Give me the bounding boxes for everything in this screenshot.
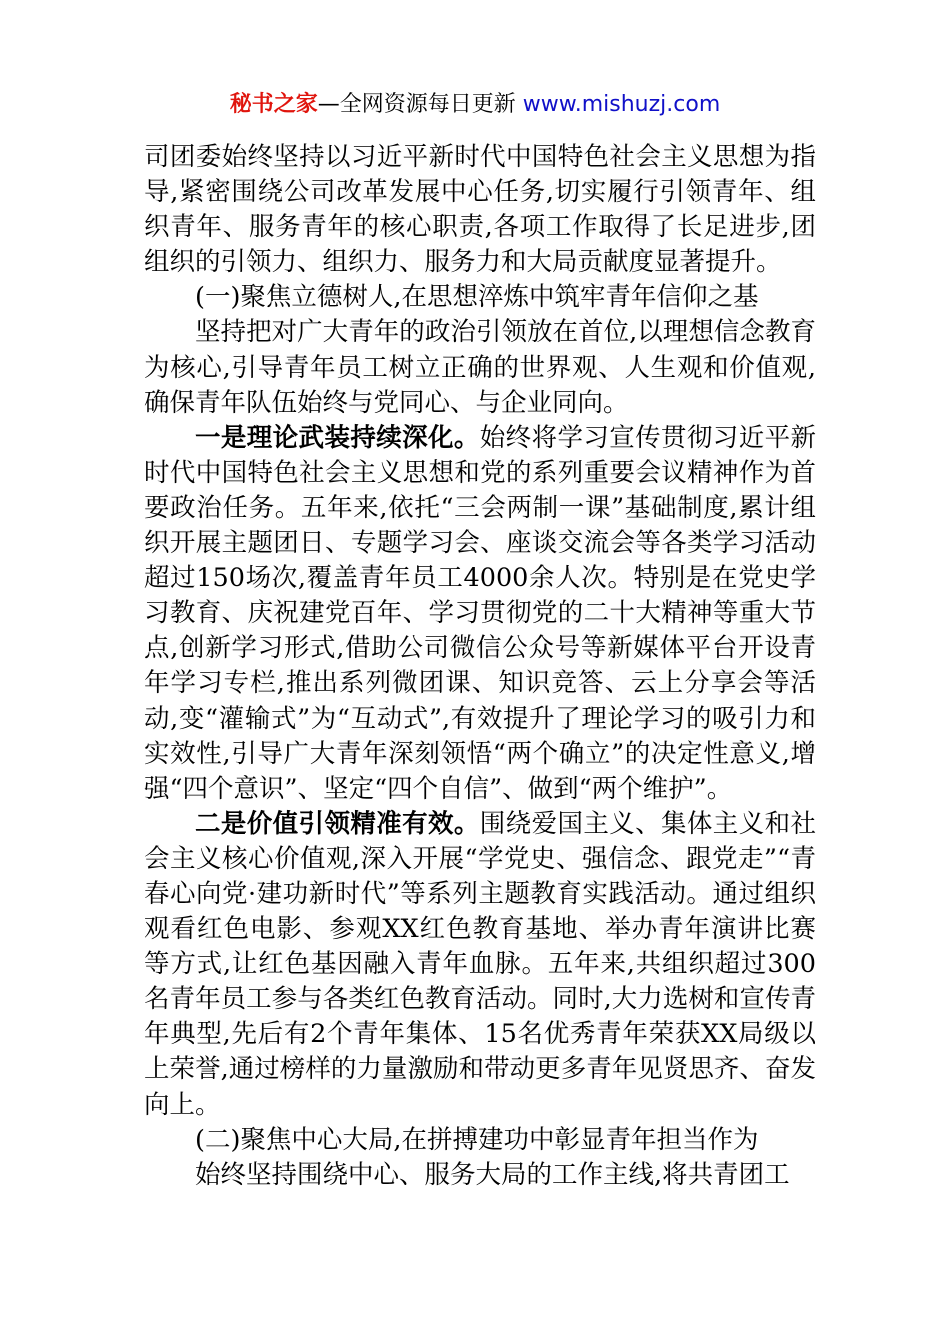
paragraph-lead: 二是价值引领精准有效。 xyxy=(195,808,480,839)
paragraph-theory xyxy=(144,421,816,807)
paragraph-text: 始终坚持围绕中心、服务大局的工作主线,将共青团工 xyxy=(195,1159,790,1190)
paragraph-intro-continued xyxy=(144,140,816,280)
section-heading-1 xyxy=(144,280,816,315)
header-url-link[interactable]: www.mishuzj.com xyxy=(522,92,721,117)
paragraph-section-2-intro xyxy=(144,1158,816,1193)
section-heading-2 xyxy=(144,1123,816,1158)
paragraph-text: 始终将学习宣传贯彻习近平新时代中国特色社会主义思想和党的系列重要会议精神作为首要政治任务。五年来,依托“三会两制一课”基础制度,累计组织开展主题团日、专题学习会、座谈交流会等各类学习活动超过150场次,覆盖青年员工4000余人次。特别是在党史学习教育、庆祝建党百年、学习贯彻党的二十大精神等重大节点,创新学习形式,借助公司微信公众号等新媒体平台开设青年学习专栏,推出系列微团课、知识竞答、云上分享会等活动,变“灌输式”为“互动式”,有效提升了理论学习的吸引力和实效性,引导广大青年深刻领悟“两个确立”的决定性意义,增强“四个意识”、坚定“四个自信”、做到“两个维护”。 xyxy=(144,422,816,804)
paragraph-text: 围绕爱国主义、集体主义和社会主义核心价值观,深入开展“学党史、强信念、跟党走”“青春心向党·建功新时代”等系列主题教育实践活动。通过组织观看红色电影、参观XX红色教育基地、举办青年演讲比赛等方式,让红色基因融入青年血脉。五年来,共组织超过300名青年员工参与各类红色教育活动。同时,大力选树和宣传青年典型,先后有2个青年集体、15名优秀青年荣获XX局级以上荣誉,通过榜样的力量激励和带动更多青年见贤思齐、奋发向上。 xyxy=(144,808,816,1120)
paragraph-text: 坚持把对广大青年的政治引领放在首位,以理想信念教育为核心,引导青年员工树立正确的世界观、人生观和价值观,确保青年队伍始终与党同心、与企业同向。 xyxy=(144,317,816,418)
section-heading-text: (一)聚焦立德树人,在思想淬炼中筑牢青年信仰之基 xyxy=(195,282,759,313)
header-brand: 秘书之家 xyxy=(229,92,318,117)
paragraph-text: 司团委始终坚持以习近平新时代中国特色社会主义思想为指导,紧密围绕公司改革发展中心任务,切实履行引领青年、组织青年、服务青年的核心职责,各项工作取得了长足进步,团组织的引领力、组织力、服务力和大局贡献度显著提升。 xyxy=(144,142,816,278)
document-body xyxy=(144,140,816,1193)
section-heading-text: (二)聚焦中心大局,在拼搏建功中彰显青年担当作为 xyxy=(195,1124,759,1155)
paragraph-section-1-intro xyxy=(144,315,816,420)
header-tagline: —全网资源每日更新 xyxy=(317,92,523,117)
paragraph-lead: 一是理论武装持续深化。 xyxy=(195,422,480,453)
page-header xyxy=(0,89,950,121)
paragraph-values xyxy=(144,807,816,1123)
